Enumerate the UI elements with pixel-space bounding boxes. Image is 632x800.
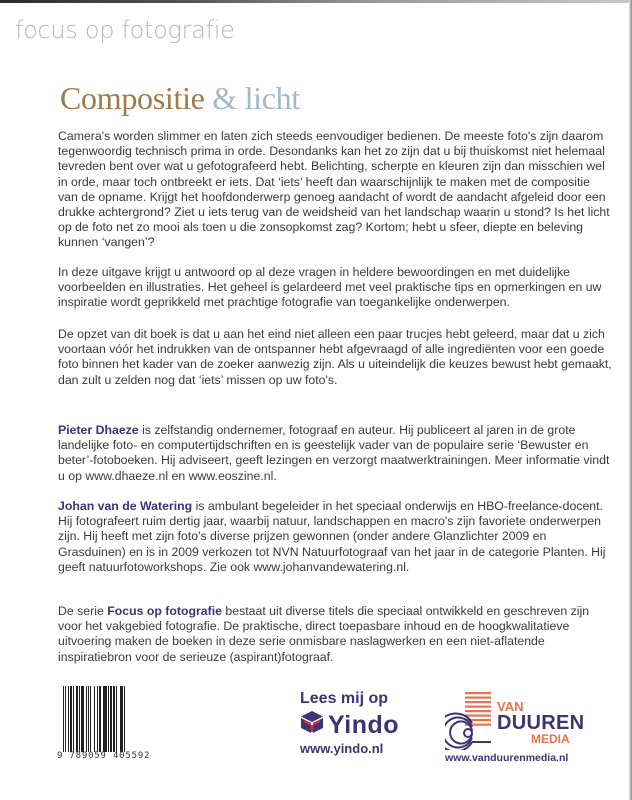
publisher-logo bbox=[445, 690, 615, 764]
series-blurb: De serie Focus op fotografie bestaat uit diverse titels die speciaal ontwikkeld en geschreven zijn voor het vakgebied fotografie. De praktische, direct toepasbare inhoud en de hoogkwalitatieve uitvoering maken de boeken in deze serie onmisbare naslagwerken en een niet-aflatende inspiratiebron voor de serieuze (aspirant)fotograaf. bbox=[58, 604, 590, 664]
intro-paragraph-3: De opzet van dit boek is dat u aan het eind niet alleen een paar trucjes hebt geleerd, maar dat u zich voortaan vóór het indrukken van de ontspanner hebt afgevraagd of alle ingrediënten voor een goede foto binnen het kader van de zoeker aanwezig zijn. Als u uiteindelijk die keuzes bewust hebt gemaakt, dan zult u zelden nog dat ‘iets’ missen op uw foto's. bbox=[58, 327, 612, 387]
isbn-digits: 9 789059 405592 bbox=[57, 751, 151, 761]
yindo-name: Yindo bbox=[328, 710, 400, 739]
author-name: Johan van de Watering bbox=[58, 499, 193, 513]
author-bio-johan bbox=[58, 499, 613, 575]
spiral-stripes-logo-icon bbox=[445, 690, 499, 755]
author-bio: is zelfstandig ondernemer, fotograaf en auteur. Hij publiceert al jaren in de grote landelijke foto- en computertijdschriften en is geestelijk vader van de populaire serie ‘Bewuster en beter’-fotoboeken. Hij adviseert, geeft lezingen en verzorgt maatwerktrainingen. Meer informatie vindt u op www.dhaeze.nl en www.eoszine.nl. bbox=[58, 423, 610, 483]
book-title bbox=[60, 78, 300, 118]
intro-paragraph-2: In deze uitgave krijgt u antwoord op al deze vragen in heldere bewoordingen en met duidelijke voorbeelden en illustraties. Het geheel is gelardeerd met veel praktische tips en opmerkingen en uw inspiratie wordt geprikkeld met prachtige fotografie van toegankelijke onderwerpen. bbox=[58, 265, 602, 310]
yindo-url: www.yindo.nl bbox=[300, 741, 384, 756]
top-edge-shadow bbox=[0, 0, 632, 3]
author-bio: is ambulant begeleider in het speciaal onderwijs en HBO-freelance-docent. Hij fotografeert ruim dertig jaar, waarbij natuur, landschappen en macro's zijn favoriete onderwerpen zijn. Hij heeft met zijn foto's diverse prijzen gewonnen (onder andere Glanzlichter 2009 en Grasduinen) en is in 2009 verkozen tot NVN Natuurfotograaf van het jaar in de categorie Planten. Hij geeft natuurfotoworkshops. Zie ook www.johanvandewatering.nl. bbox=[58, 499, 606, 574]
title-part-licht: & licht bbox=[212, 80, 300, 116]
series-header: focus op fotografie bbox=[15, 16, 235, 44]
series-name: Focus op fotografie bbox=[107, 604, 222, 618]
yindo-lees-label: Lees mij op bbox=[300, 690, 389, 707]
intro-paragraph-1: Camera's worden slimmer en laten zich steeds eenvoudiger bedienen. De meeste foto's zijn daarom tegenwoordig technisch prima in orde. Desondanks kan het zo zijn dat u bij thuiskomst niet helemaal tevreden bent over wat u gefotografeerd hebt. Belichting, scherpte en kleuren zijn dan misschien wel in orde, maar toch ontbreekt er iets. Dat ‘iets’ heeft dan waarschijnlijk te maken met de compositie van de opname. Krijgt het hoofdonderwerp genoeg aandacht of wordt de aandacht afgeleid door een drukke achtergrond? Ziet u iets terug van de weidsheid van het landschap waarin u stond? Is het licht op de foto net zo mooi als toen u die zonsopkomst zag? Kortom; hebt u sfeer, diepte en beleving kunnen ‘vangen’? bbox=[58, 129, 610, 250]
publisher-url: www.vanduurenmedia.nl bbox=[445, 752, 569, 764]
yindo-brand bbox=[300, 710, 410, 739]
barcode-icon bbox=[63, 686, 151, 752]
author-name: Pieter Dhaeze bbox=[58, 423, 139, 437]
yindo-badge bbox=[300, 690, 410, 757]
title-part-compositie: Compositie bbox=[60, 80, 205, 116]
publisher-wordmark: VAN DUUREN MEDIA bbox=[497, 699, 585, 746]
author-bio-pieter bbox=[58, 423, 613, 484]
cube-logo-icon bbox=[300, 710, 324, 739]
